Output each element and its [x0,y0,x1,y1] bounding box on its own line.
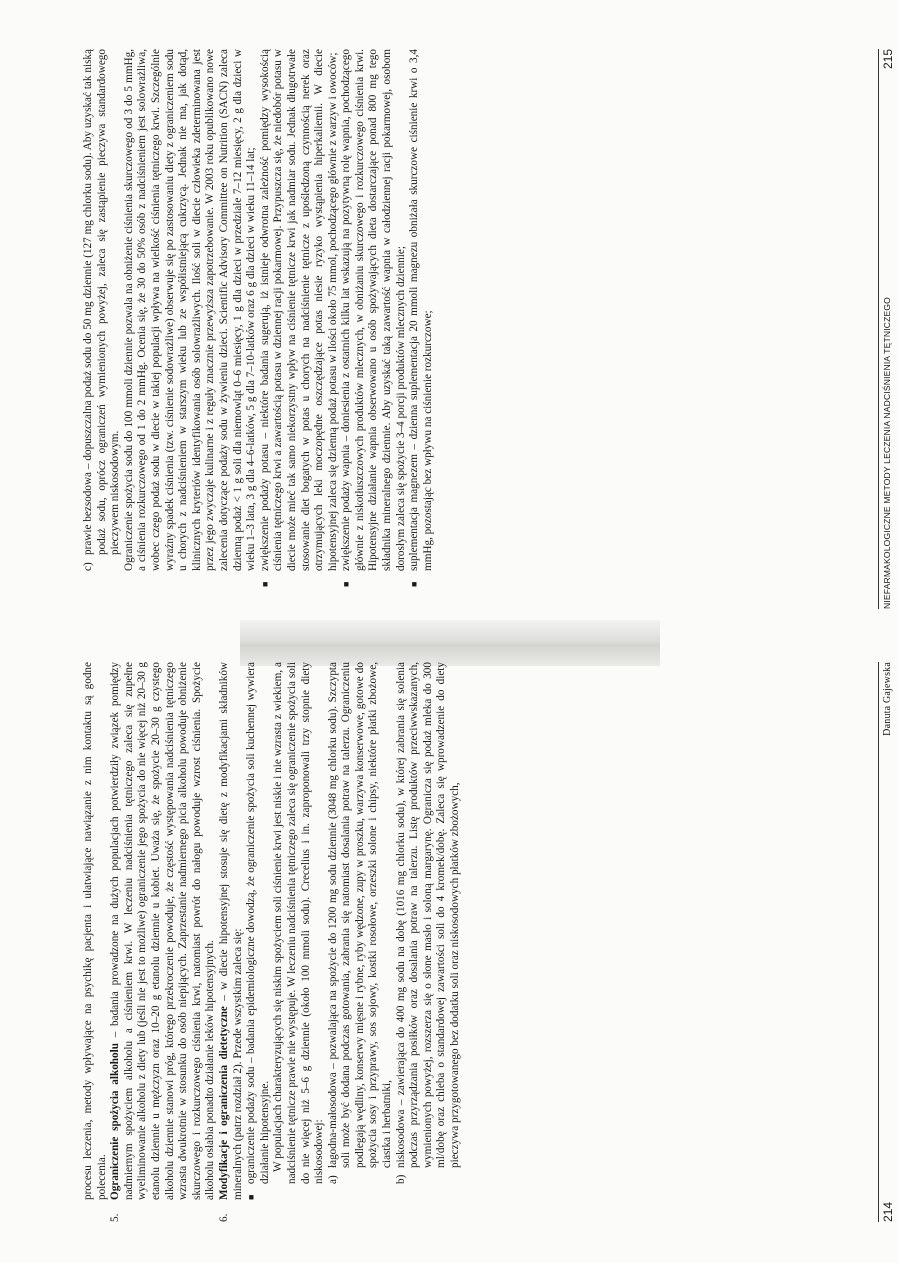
bullet-calcium [340,49,408,587]
bullet-text-1: ograniczenie podaży sodu – badania epidemiologiczne dowodzą, że ograniczenie spożycia soli kuchennej wywiera działanie hipotensyjne. [245,662,271,1184]
left-page [82,662,897,1222]
sub-item-a [327,662,395,1184]
item-alcohol-limit [109,662,218,1222]
sub-item-label: c) [82,562,94,571]
page-number: 215 [881,49,896,70]
item-text: – badania prowadzone na dużych populacjach potwierdziły związek pomiędzy nadmiernym spożyciem alkoholu a ciśnieniem krwi. W leczeniu nadciśnienia tętniczego zaleca się zupełne wyeliminowanie alkoholu z diety lub (jeśli nie jest to możliwe) ograniczenie jego spożycia do nie więcej niż 20–30 g etanolu dziennie u mężczyzn oraz 10–20 g etanolu dziennie u kobiet. Uważa się, że spożycie 20–30 g czystego alkoholu dziennie stanowi próg, którego przekroczenie powoduje, że częstość występowania nadciśnienia tętniczego wzrasta dwukrotnie w stosunku do osób niepijących. Zaprzestanie nadmiernego picia alkoholu powoduje obniżenie skurczowego i rozkurczowego ciśnienia krwi, natomiast powrót do nałogu powoduje wzrost ciśnienia. Spożycie alkoholu osłabia ponadto działanie leków hipotensyjnych. [109,662,217,1200]
sub-item-c [82,49,123,571]
sub-item-label: b) [394,1174,407,1184]
item-text: – w diecie hipotensyjnej stosuje się dietę z modyfikacjami składników mineralnych (patrz rozdział 2). Przede wszystkim zaleca się: [217,662,244,1200]
bullet-text [245,662,327,1184]
left-page-content [82,662,871,1222]
running-footer-author: Danuta Gajewska [882,662,894,736]
bullet-magnesium [408,49,435,587]
sodium-effects-paragraph: Ograniczenie spożycia sodu do 100 mmoli dziennie pozwala na obniżenie ciśnienia skurczowego od 3 do 5 mmHg, a ciśnienia rozkurczowego od 1 do 2 mmHg. Ocenia się, że 30 do 50% osób z nadciśnieniem jest solowrażliwa, wobec czego podaż sodu w diecie w takiej populacji wpływa na wielkość ciśnienia tętniczego krwi. Szczególnie wyraźny spadek ciśnienia (tzw. ciśnienie sodowrażliwe) obserwuje się po zastosowaniu diety z ograniczeniem sodu u chorych z nadciśnieniem w starszym wieku lub ze współistniejącą cukrzycą. Jednak nie ma, jak dotąd, klinicznych kryteriów identyfikowania osób solowrażliwych. Ilość soli w diecie człowieka zdeterminowana jest przez jego zwyczaje kulinarne i z reguły znacznie przewyższa zapotrzebowanie. W 2003 roku opublikowano nowe zalecenia dotyczące podaży sodu w żywieniu dzieci. Scientific Advisory Committee on Nutrition (SACN) zaleca dzienną podaż < 1 g soli dla niemowląt 0–6 miesięcy, 1 g dla dzieci w przedziale 7–12 miesięcy, 2 g dla dzieci w wieku 1–3 lata, 3 g dla 4–6-latków, 5 g dla 7–10-latków oraz 6 g dla dzieci w wieku 11–14 lat; [122,49,258,571]
bullet-sodium [245,662,327,1200]
bullet-square-icon: ■ [259,581,270,587]
continuation-paragraph: procesu leczenia, metody wpływające na psychikę pacjenta i ułatwiające nawiązanie z nim kontaktu są godne polecenia. [82,662,108,1200]
right-page [82,49,897,609]
left-page-footer [878,662,897,1222]
running-footer-chapter: NIEFARMAKOLOGICZNE METODY LECZENIA NADCIŚNIENIA TĘTNICZEGO [882,297,893,609]
sub-item-label: a) [326,1175,339,1184]
right-page-footer [878,49,897,609]
bullet-text: zwiększenie podaży wapnia – doniesienia z ostatnich kilku lat wskazują na pozytywną rolę wapnia, pochodzącego głównie z niskotłuszczowych produktów mlecznych, w obniżaniu skurczowego i rozkurczowego ciśnienia krwi. Hipotensyjne działanie wapnia obserwowano u osób spożywających dieta dostarczające ponad 800 mg tego składnika mineralnego dziennie. Aby uzyskać taką zawartość wapnia w całodziennej racji pokarmowej, osobom dorosłym zaleca się spożycie 3–4 porcji produktów mlecznych dziennie; [340,49,407,571]
item-title: Modyfikacje i ograniczenia dietetyczne [217,1006,230,1200]
bullet-text: suplementacja magnezem – dzienna suplementacja 20 mmoli magnezu obniżała skurczowe ciśnienie krwi o 3,4 mmHg, pozostając bez wpływu na ciśnienie rozkurczowe; [408,49,434,571]
bullet-potassium [259,49,341,587]
item-title: Ograniczenie spożycia alkoholu [109,1043,122,1200]
item-body [218,662,245,1200]
item-number: 6. [217,1213,230,1222]
item-diet-modifications [218,662,245,1222]
right-page-content [82,49,871,609]
bullet-text: zwiększenie podaży potasu – niektóre badania sugerują, iż istnieje odwrotna zależność pomiędzy wysokością ciśnienia tętniczego krwi a zawartością potasu w dziennej racji pokarmowej. Przypuszcza się, że niedobór potasu w diecie może mieć tak samo niekorzystny wpływ na ciśnienie tętnicze krwi jak nadmiar sodu. Jednak długotrwałe stosowanie diet bogatych w potas u chorych na nadciśnienie tętnicze z upośledzoną czynnością nerek oraz otrzymujących leki moczopędne oszczędzające potas niesie ryzyko wystąpienia hiperkaliemii. W diecie hipotensyjnej zaleca się dzienną podaż potasu w ilości około 75 mmol, pochodzącego głównie z warzyw i owoców; [258,49,339,571]
sub-item-text: łagodna-małosodowa – pozwalająca na spożycie do 1200 mg sodu dziennie (3048 mg chlorku sodu). Szczypta soli może być dodana podczas gotowania, zabrania się natomiast dosalania potraw na talerzu. Ograniczeniu podlegają wędliny, konserwy mięsne i rybne, ryby wędzone, zupy w proszku, warzywa konserwowe, gotowe do spożycia sosy i przyprawy, sos sojowy, kostki rosołowe, orzeszki solone i chipsy, niektóre płatki zbożowe, ciastka i herbatniki, [326,662,394,1168]
page-number: 214 [881,1201,896,1222]
sub-item-text: niskosodowa – zawierająca do 400 mg sodu na dobę (1016 mg chlorku sodu), w której zabrania się solenia podczas przyrządzania posiłków oraz dosalania potraw na talerzu. Listę produktów przeciwwskazanych, wymienionych powyżej, rozszerza się o słone masło i soloną margarynę. Ogranicza się podaż mleka do 300 ml/dobę oraz chleba o standardowej zawartości soli do 4 kromek/dobę. Zaleca się wprowadzenie do diety pieczywa przygotowanego bez dodatku soli oraz niskosodowych płatków zbożowych, [394,662,462,1168]
sub-item-b [395,662,463,1184]
item-body [109,662,218,1200]
bullet-square-icon: ■ [341,581,352,587]
bullet-square-icon: ■ [246,1194,257,1200]
bullet-square-icon: ■ [409,581,420,587]
book-gutter-shadow [240,620,660,666]
sub-item-text: prawie bezsodowa – dopuszczalna podaż sodu do 50 mg dziennie (127 mg chlorku sodu). Aby uzyskać tak niską podaż sodu, oprócz ograniczeń wymienionych powyżej, zaleca się zastąpienie pieczywa standardowego pieczywem niskosodowym. [82,49,122,555]
bullet-text-2: W populacjach charakteryzujących się niskim spożyciem soli ciśnienie krwi jest niskie i nie wzrasta z wiekiem, a nadciśnienie tętnicze prawie nie występuje. W leczeniu nadciśnienia tętniczego zaleca się ograniczenie spożycia soli do nie więcej niż 5–6 g dziennie (około 100 mmoli sodu). Crecelius i in. zaproponowali trzy stopnie diety niskosodowej: [272,662,326,1184]
item-number: 5. [109,1213,122,1222]
